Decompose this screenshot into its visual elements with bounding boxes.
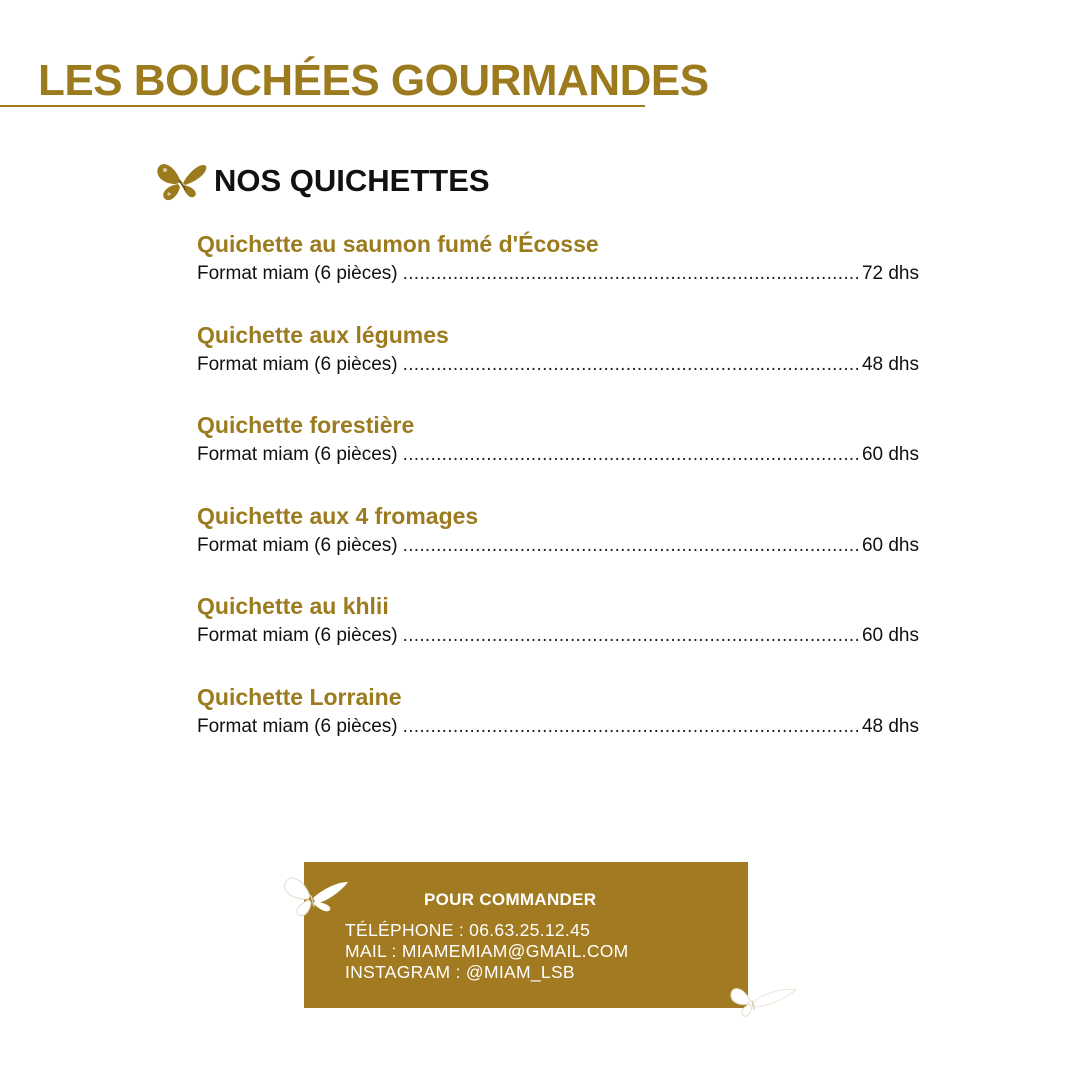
menu-item xyxy=(197,228,919,319)
item-price-line xyxy=(197,713,919,741)
item-price: 48 dhs xyxy=(861,353,919,375)
item-price: 60 dhs xyxy=(861,625,919,646)
instagram-line: INSTAGRAM : @MIAM_LSB xyxy=(345,962,575,982)
item-format: Format miam (6 pièces) xyxy=(197,715,398,737)
item-format: Format miam (6 pièces) xyxy=(197,625,398,646)
menu-item xyxy=(197,319,919,410)
contact-lines xyxy=(345,920,629,983)
item-price-line xyxy=(197,351,919,379)
item-price-line xyxy=(197,622,919,650)
dot-leader xyxy=(403,260,858,288)
item-price: 60 dhs xyxy=(861,444,919,465)
menu-item xyxy=(197,409,919,500)
dot-leader xyxy=(403,351,858,379)
item-price: 48 dhs xyxy=(861,715,919,737)
mail-line: MAIL : MIAMEMIAM@GMAIL.COM xyxy=(345,941,629,961)
item-name: Quichette aux 4 fromages xyxy=(197,502,479,529)
item-price: 60 dhs xyxy=(861,534,919,556)
item-name: Quichette aux légumes xyxy=(197,321,449,348)
title-underline xyxy=(0,105,645,107)
order-info-box xyxy=(304,862,748,1008)
section-title: NOS QUICHETTES xyxy=(214,163,490,198)
item-format: Format miam (6 pièces) xyxy=(197,263,398,284)
item-price-line xyxy=(197,260,919,288)
dot-leader xyxy=(403,622,858,650)
item-name: Quichette au khlii xyxy=(197,593,389,619)
menu-item xyxy=(197,590,919,681)
order-title: POUR COMMANDER xyxy=(424,890,597,909)
dot-leader xyxy=(403,441,858,469)
item-name: Quichette Lorraine xyxy=(197,683,402,710)
section-header xyxy=(156,158,490,204)
dot-leader xyxy=(403,713,858,741)
menu-list xyxy=(197,228,919,771)
phone-line: TÉLÉPHONE : 06.63.25.12.45 xyxy=(345,920,591,940)
butterfly-decoration-icon xyxy=(728,974,798,1018)
butterfly-icon xyxy=(156,158,208,204)
item-price-line xyxy=(197,532,919,560)
menu-item xyxy=(197,681,919,772)
item-format: Format miam (6 pièces) xyxy=(197,534,398,556)
menu-item xyxy=(197,500,919,591)
butterfly-decoration-icon xyxy=(280,862,352,920)
item-price-line xyxy=(197,441,919,469)
dot-leader xyxy=(403,532,858,560)
item-format: Format miam (6 pièces) xyxy=(197,353,398,375)
item-format: Format miam (6 pièces) xyxy=(197,444,398,465)
item-name: Quichette au saumon fumé d'Écosse xyxy=(197,231,599,257)
item-name: Quichette forestière xyxy=(197,412,415,438)
item-price: 72 dhs xyxy=(861,263,919,284)
page-title: LES BOUCHÉES GOURMANDES xyxy=(38,56,709,105)
